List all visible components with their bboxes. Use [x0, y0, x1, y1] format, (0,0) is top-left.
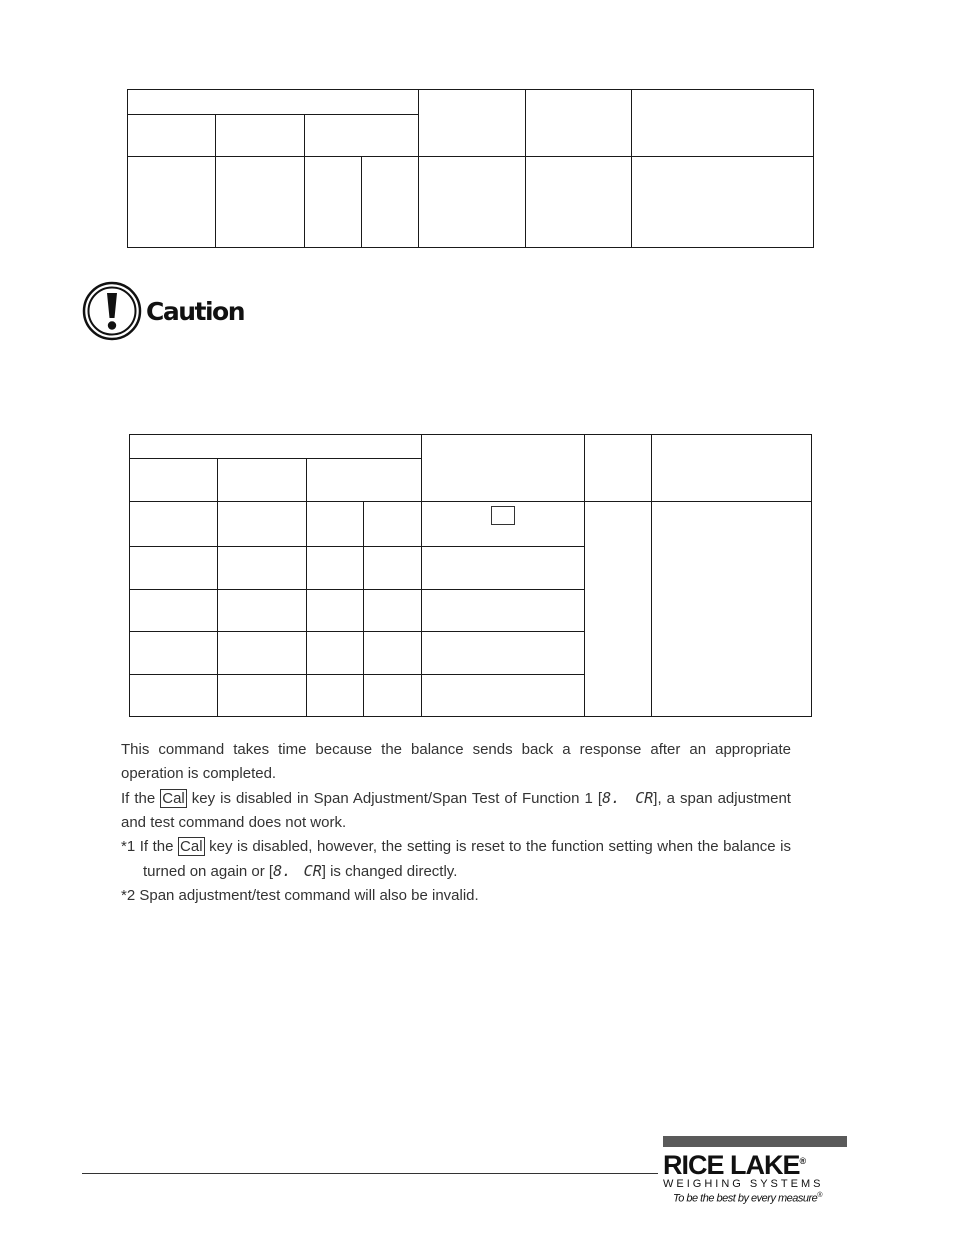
- footnote-2: [121, 884, 791, 908]
- note-paragraph: [121, 738, 791, 786]
- table-cell: [362, 157, 419, 248]
- table-cell: [652, 502, 812, 717]
- table-header-cell: [585, 435, 652, 502]
- table-cell: [422, 675, 585, 717]
- note-text: key is disabled in Span Adjustment/Span Test of Function 1 [: [186, 790, 603, 807]
- table-row: [128, 90, 814, 115]
- table-header-cell: [128, 115, 216, 157]
- table-header-cell: [307, 459, 422, 502]
- table-cell: [632, 157, 814, 248]
- note-text: key is disabled, however, the setting is reset to the function setting when the balance is turned on again or [: [143, 838, 792, 880]
- table-cell: [218, 590, 307, 632]
- logo-brand-text: RICE LAKE: [663, 1150, 800, 1180]
- table-cell: [307, 502, 364, 547]
- table-cell: [130, 590, 218, 632]
- table-cell: [422, 632, 585, 675]
- table-header-cell: [526, 90, 632, 157]
- table-header-cell: [422, 435, 585, 502]
- logo-brand: [663, 1148, 853, 1178]
- table-header-cell: [130, 435, 422, 459]
- caution-block: [82, 281, 244, 341]
- table-cell: [307, 675, 364, 717]
- exclamation-icon: [82, 281, 142, 341]
- note-text: This command takes time because the balance sends back a response after an appropriate operation is completed.: [121, 741, 791, 782]
- note-text: *2 Span adjustment/test command will also be invalid.: [121, 887, 479, 904]
- logo-bar: [663, 1136, 847, 1147]
- table-cell: [422, 502, 585, 547]
- footer-rule: [82, 1173, 658, 1174]
- rice-lake-logo: [663, 1136, 853, 1205]
- table-cell: [422, 547, 585, 590]
- table-cell: [419, 157, 526, 248]
- table-cell: [218, 547, 307, 590]
- notes-section: [121, 738, 791, 908]
- table-cell: [307, 632, 364, 675]
- table-cell: [216, 157, 305, 248]
- caution-heading: Caution: [146, 296, 245, 326]
- table-cell: [307, 590, 364, 632]
- table-header-cell: [128, 90, 419, 115]
- table-cell: [130, 632, 218, 675]
- table-header-cell: [130, 459, 218, 502]
- table-cell: [526, 157, 632, 248]
- table-cell: [218, 502, 307, 547]
- table-header-cell: [652, 435, 812, 502]
- note-text: If the: [121, 790, 161, 807]
- table-cell: [218, 632, 307, 675]
- table-cell: [364, 590, 422, 632]
- display-segment-text: 8.: [273, 862, 292, 880]
- display-segment-text: CR: [635, 789, 654, 807]
- table-row: [130, 435, 812, 459]
- footnote-1: [121, 835, 791, 884]
- logo-tagline: [673, 1192, 853, 1205]
- note-text: *1 If the: [121, 838, 179, 855]
- logo-tagline-text: To be the best by every measure: [673, 1192, 818, 1205]
- table-header-cell: [305, 115, 419, 157]
- table-cell: [307, 547, 364, 590]
- table-cell: [364, 547, 422, 590]
- table-header-cell: [632, 90, 814, 157]
- table-header-cell: [218, 459, 307, 502]
- table-cell: [364, 502, 422, 547]
- note-text: ], a span adjustment and test command does not work.: [121, 790, 791, 831]
- key-symbol-box: [491, 506, 515, 525]
- display-segment-text: 8.: [602, 789, 621, 807]
- display-segment-text: CR: [303, 862, 322, 880]
- table-row: [128, 157, 814, 248]
- cal-key-label: Cal: [162, 790, 185, 807]
- table-cell: [364, 675, 422, 717]
- table-header-cell: [216, 115, 305, 157]
- table-cell: [364, 632, 422, 675]
- table-header-cell: [419, 90, 526, 157]
- registered-mark: ®: [817, 1192, 822, 1199]
- table-cell: [128, 157, 216, 248]
- logo-subtitle: WEIGHING SYSTEMS: [663, 1178, 824, 1190]
- table-cell: [422, 590, 585, 632]
- table-cell: [130, 547, 218, 590]
- table-row: [130, 502, 812, 547]
- table-cell: [585, 502, 652, 717]
- note-text: ] is changed directly.: [321, 863, 458, 880]
- table-cell: [130, 502, 218, 547]
- registered-mark: ®: [799, 1156, 806, 1166]
- table-cell: [218, 675, 307, 717]
- cal-key-label: Cal: [180, 838, 203, 855]
- note-paragraph: [121, 786, 791, 835]
- table-cell: [130, 675, 218, 717]
- bottom-table: [129, 434, 812, 717]
- table-cell: [305, 157, 362, 248]
- top-table: [127, 89, 814, 248]
